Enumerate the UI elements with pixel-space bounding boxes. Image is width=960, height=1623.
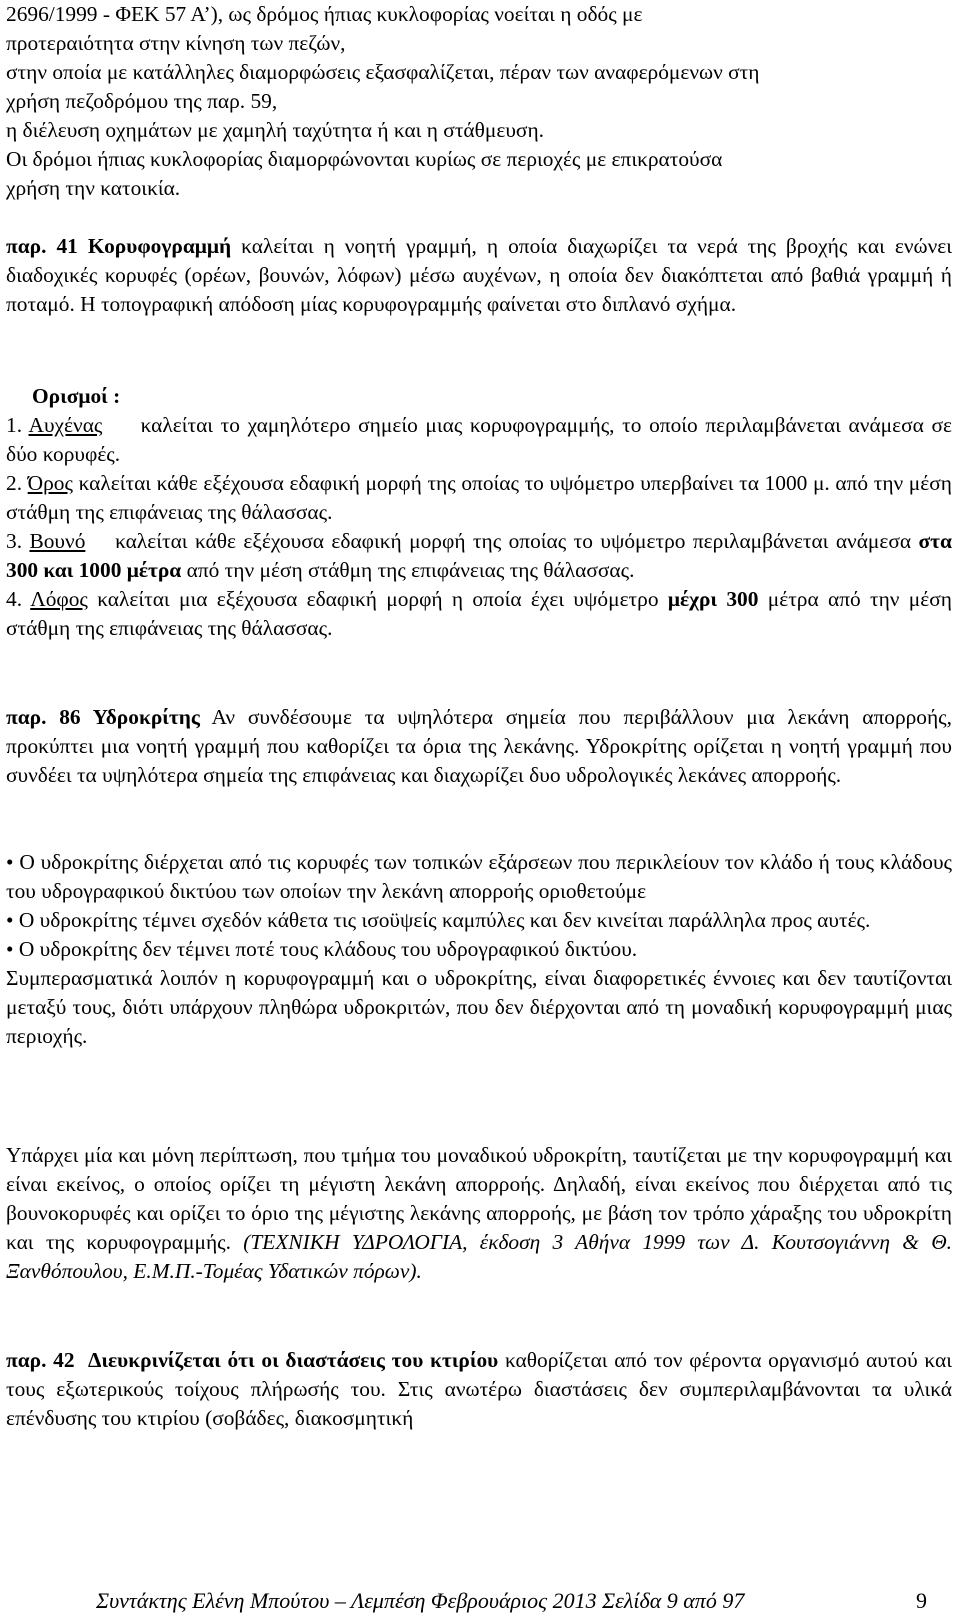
bullet-icon: • (6, 908, 14, 932)
definition-number: 2. (6, 471, 23, 495)
definition-text: καλείται το χαμηλότερο σημείο μιας κορυφογραμμής, το οποίο περιλαμβάνεται ανάμεσα σε δύο κορυφές. (6, 413, 952, 466)
bullet-text: Ο υδροκρίτης δεν τέμνει ποτέ τους κλάδους του υδρογραφικού δικτύου. (18, 937, 638, 961)
par86-term: 86 Υδροκρίτης (59, 705, 200, 729)
bullet-item (6, 906, 952, 935)
par42-label: παρ. (6, 1348, 47, 1372)
intro-line: Οι δρόμοι ήπιας κυκλοφορίας διαμορφώνονται κυρίως σε περιοχές με επικρατούσα (6, 147, 723, 171)
definition-bold: στα 300 και 1000 μέτρα (6, 529, 952, 582)
definition-text: καλείται κάθε εξέχουσα εδαφική μορφή της οποίας το υψόμετρο υπερβαίνει τα 1000 μ. από την μέση στάθμη της επιφάνειας της θάλασσας. (6, 471, 952, 524)
par86-bullets (6, 848, 952, 1051)
par86-paragraph (6, 703, 952, 790)
par86-text: Αν συνδέσουμε τα υψηλότερα σημεία που περιβάλλουν μια λεκάνη απορροής, προκύπτει μια νοητή γραμμή που καθορίζει τα όρια της λεκάνης. Υδροκρίτης ορίζεται η νοητή γραμμή που συνδέει τα υψηλότερα σημεία της επιφάνειας και διαχωρίζει δυο υδρολογικές λεκάνες απορροής. (6, 705, 952, 787)
intro-line: χρήση την κατοικία. (6, 176, 181, 200)
par41-block (6, 232, 952, 319)
intro-line: η διέλευση οχημάτων με χαμηλή ταχύτητα ή και η στάθμευση. (6, 118, 544, 142)
par86-para2-block (6, 1141, 952, 1286)
page-number: 9 (916, 1588, 927, 1613)
definition-item (6, 411, 952, 469)
par41-paragraph (6, 232, 952, 319)
bullet-icon: • (6, 937, 14, 961)
definitions-heading: Ορισμοί : (32, 384, 121, 408)
intro-line: 2696/1999 - ΦΕΚ 57 Α’), ως δρόμος ήπιας κυκλοφορίας νοείται η οδός με (6, 2, 643, 26)
conclusion-paragraph: Συμπερασματικά λοιπόν η κορυφογραμμή και ο υδροκρίτης, είναι διαφορετικές έννοιες και δεν ταυτίζονται μεταξύ τους, διότι υπάρχουν πληθώρα υδροκριτών, που δεν διέρχονται από τη μοναδική κορυφογραμμή μιας περιοχής. (6, 966, 952, 1048)
definition-term: Λόφος (30, 587, 88, 611)
bullet-icon: • (6, 850, 14, 874)
par41-term: Κορυφογραμμή (87, 234, 232, 258)
definition-term: Όρος (27, 471, 73, 495)
par42-text: καθορίζεται από τον φέροντα οργανισμό αυτού και τους εξωτερικούς τοίχους πλήρωσής του. Στις ανωτέρω διαστάσεις δεν συμπεριλαμβάνονται τα υλικά επένδυσης του κτιρίου (σοβάδες, διακοσμητική (6, 1348, 952, 1430)
definition-number: 1. (6, 413, 23, 437)
definition-term: Αυχένας (28, 413, 103, 437)
par42-number: 42 (53, 1348, 75, 1372)
par41-label: παρ. 41 (6, 234, 78, 258)
par42-term: Διευκρινίζεται ότι οι διαστάσεις του κτιρίου (87, 1348, 499, 1372)
bullet-text: Ο υδροκρίτης διέρχεται από τις κορυφές των τοπικών εξάρσεων που περικλείουν τον κλάδο ή τους κλάδους του υδρογραφικού δικτύου των οποίων την λεκάνη απορροής οριοθετούμε (6, 850, 953, 903)
bullet-item (6, 935, 952, 964)
par86-para2-text: Υπάρχει μία και μόνη περίπτωση, που τμήμα του μοναδικού υδροκρίτη, ταυτίζεται με την κορυφογραμμή και είναι εκείνος, ο οποίος ορίζει τη μέγιστη λεκάνη απορροής. Δηλαδή, είναι εκείνος που διέρχεται από τις βουνοκορυφές και ορίζει το όριο της μέγιστης λεκάνης απορροής, με βάση τον τρόπο χάραξης του υδροκρίτη και της κορυφογραμμής. (6, 1143, 952, 1254)
definition-item (6, 527, 952, 585)
intro-line: χρήση πεζοδρόμου της παρ. 59, (6, 89, 278, 113)
definition-item (6, 585, 952, 643)
definition-text: μέτρα από την μέση στάθμη της επιφάνειας της θάλασσας. (6, 587, 952, 640)
intro-line: προτεραιότητα στην κίνηση των πεζών, (6, 31, 346, 55)
par86-para2 (6, 1141, 952, 1286)
definition-text: καλείται μια εξέχουσα εδαφική μορφή η οποία έχει υψόμετρο (97, 587, 659, 611)
intro-block (6, 0, 952, 203)
par86-citation: (ΤΕΧΝΙΚΗ ΥΔΡΟΛΟΓΙΑ, έκδοση 3 Αθήνα 1999 των Δ. Κουτσογιάννη & Θ. Ξανθόπουλου, Ε.Μ.Π.-Τομέας Υδατικών πόρων). (6, 1230, 952, 1283)
par42-block (6, 1346, 952, 1433)
definition-number: 4. (6, 587, 23, 611)
page-footer (96, 1586, 956, 1616)
intro-line: στην οποία με κατάλληλες διαμορφώσεις εξασφαλίζεται, πέραν των αναφερόμενων στη (6, 60, 760, 84)
definition-text: καλείται κάθε εξέχουσα εδαφική μορφή της οποίας το υψόμετρο περιλαμβάνεται ανάμεσα (115, 529, 912, 553)
definitions-block (6, 382, 952, 643)
definition-bold: μέχρι 300 (667, 587, 759, 611)
definition-term: Βουνό (29, 529, 86, 553)
par86-label: παρ. (6, 705, 47, 729)
footer-text: Συντάκτης Ελένη Μπούτου – Λεμπέση Φεβρουάριος 2013 Σελίδα 9 από 97 (96, 1588, 745, 1613)
par41-text: καλείται η νοητή γραμμή, η οποία διαχωρίζει τα νερά της βροχής και ενώνει διαδοχικές κορυφές (ορέων, βουνών, λόφων) μέσω αυχένων, η οποία δεν διακόπτεται από βαθιά γραμμή ή ποταμό. Η τοπογραφική απόδοση μίας κορυφογραμμής φαίνεται στο διπλανό σχήμα. (6, 234, 952, 316)
definition-item (6, 469, 952, 527)
bullet-text: Ο υδροκρίτης τέμνει σχεδόν κάθετα τις ισοϋψείς καμπύλες και δεν κινείται παράλληλα προς αυτές. (18, 908, 871, 932)
bullet-item (6, 848, 952, 906)
definition-text: από την μέση στάθμη της επιφάνειας της θάλασσας. (186, 558, 635, 582)
par86-block (6, 703, 952, 790)
definition-number: 3. (6, 529, 23, 553)
par42-paragraph (6, 1346, 952, 1433)
